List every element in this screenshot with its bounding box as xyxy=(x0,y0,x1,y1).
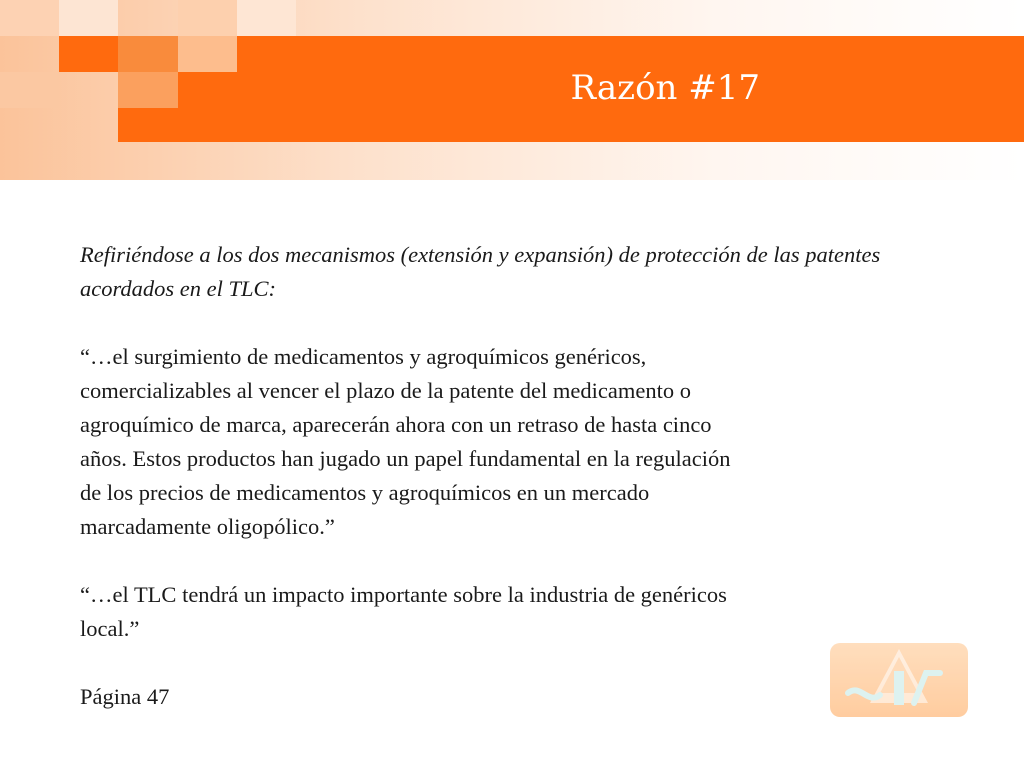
decor-square xyxy=(0,0,59,36)
quote-line: marcadamente oligopólico.” xyxy=(80,514,335,539)
site-logo-icon xyxy=(830,643,968,717)
decor-square xyxy=(118,72,178,108)
slide-title: Razón #17 xyxy=(570,68,760,108)
quote-line: de los precios de medicamentos y agroquímicos en un mercado xyxy=(80,480,650,505)
decor-square xyxy=(178,0,237,36)
quote-line: “…el TLC tendrá un impacto importante sobre la industria de genéricos xyxy=(80,582,727,607)
decor-square xyxy=(59,0,118,36)
quote-line: comercializables al vencer el plazo de la patente del medicamento o xyxy=(80,378,691,403)
site-logo xyxy=(830,643,968,717)
quote-line: local.” xyxy=(80,616,140,641)
page-reference: Página 47 xyxy=(80,684,170,709)
quote-line: “…el surgimiento de medicamentos y agroquímicos genéricos, xyxy=(80,344,647,369)
decor-square xyxy=(178,36,237,72)
quote-line: agroquímico de marca, aparecerán ahora con un retraso de hasta cinco xyxy=(80,412,712,437)
decor-square xyxy=(59,36,118,72)
decor-square xyxy=(237,0,296,36)
quote-line: años. Estos productos han jugado un papel fundamental en la regulación xyxy=(80,446,731,471)
intro-text: Refiriéndose a los dos mecanismos (extensión y expansión) de protección de las patentes acordados en el TLC: xyxy=(80,242,881,301)
decor-square xyxy=(0,72,59,108)
decor-square xyxy=(118,36,178,72)
